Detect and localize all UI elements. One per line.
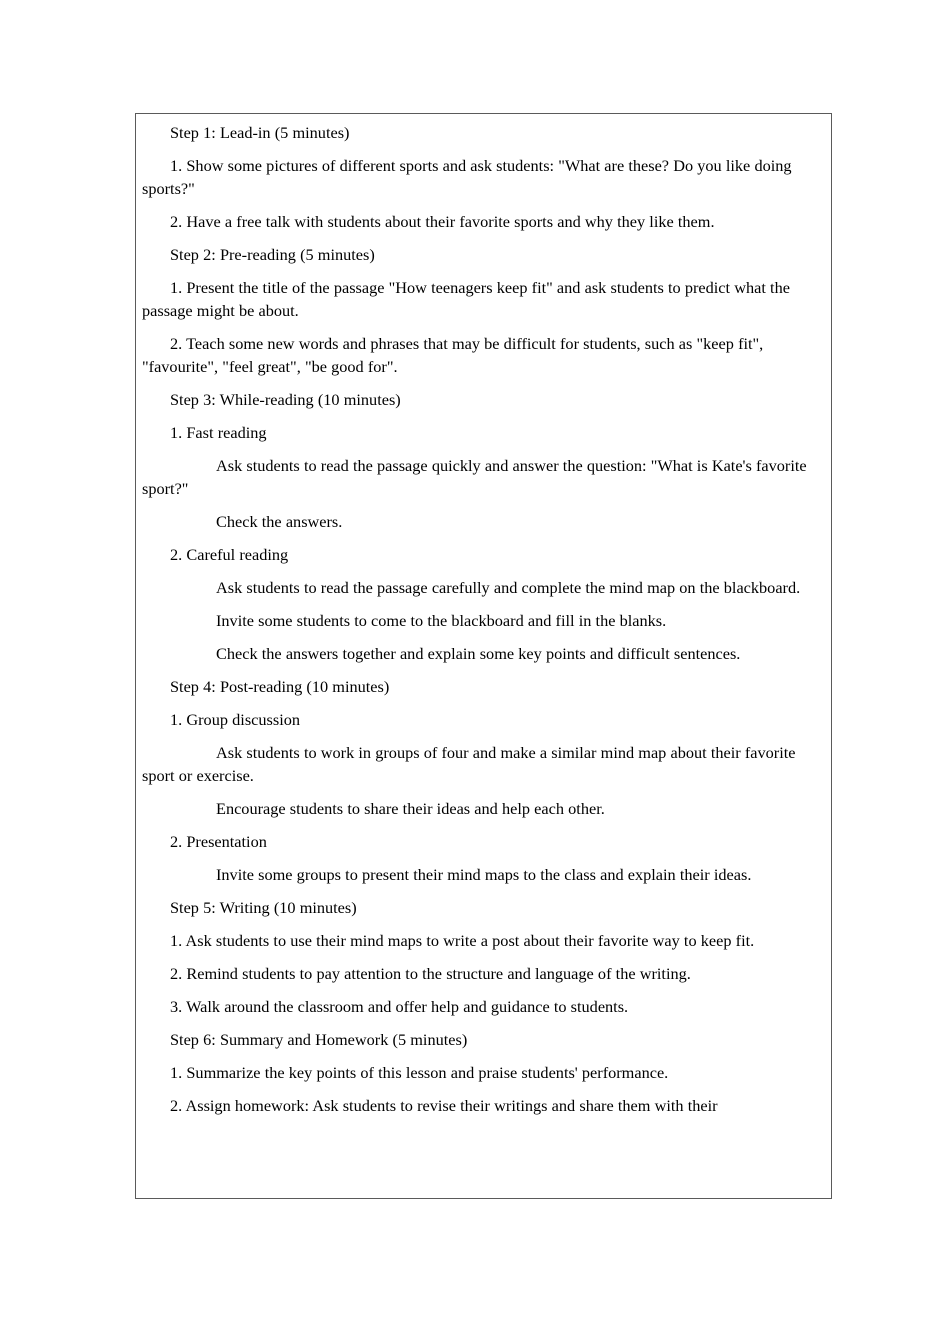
- plan-paragraph: 1. Group discussion: [170, 710, 300, 729]
- plan-paragraph: Invite some groups to present their mind maps to the class and explain their ideas.: [216, 865, 752, 884]
- plan-paragraph: Step 6: Summary and Homework (5 minutes): [170, 1030, 468, 1049]
- plan-paragraph: Step 1: Lead-in (5 minutes): [170, 123, 350, 142]
- lesson-plan-table-cell: [136, 114, 831, 1117]
- plan-paragraph: Step 4: Post-reading (10 minutes): [170, 677, 390, 696]
- plan-paragraph: Check the answers together and explain some key points and difficult sentences.: [216, 644, 741, 663]
- plan-paragraph: 2. Careful reading: [170, 545, 289, 564]
- plan-paragraph: 2. Presentation: [170, 832, 267, 851]
- plan-paragraph: 2. Assign homework: Ask students to revise their writings and share them with their: [170, 1096, 718, 1115]
- plan-paragraph: 1. Fast reading: [170, 423, 267, 442]
- plan-paragraph: Step 2: Pre-reading (5 minutes): [170, 245, 375, 264]
- plan-paragraph: Ask students to read the passage carefully and complete the mind map on the blackboard.: [216, 578, 801, 597]
- plan-paragraph: Step 5: Writing (10 minutes): [170, 898, 357, 917]
- plan-paragraph: 3. Walk around the classroom and offer help and guidance to students.: [170, 997, 629, 1016]
- plan-paragraph: Ask students to read the passage quickly and answer the question: "What is Kate's favorite sport?": [142, 456, 807, 498]
- plan-paragraph: Invite some students to come to the blackboard and fill in the blanks.: [216, 611, 667, 630]
- plan-paragraph: Encourage students to share their ideas and help each other.: [216, 799, 605, 818]
- plan-paragraph: 2. Teach some new words and phrases that may be difficult for students, such as "keep fit", "favourite", "feel great", "be good for".: [142, 334, 764, 376]
- plan-paragraph: Step 3: While-reading (10 minutes): [170, 390, 401, 409]
- plan-paragraph: 1. Present the title of the passage "How teenagers keep fit" and ask students to predict what the passage might be about.: [142, 278, 790, 320]
- plan-paragraph: 2. Have a free talk with students about their favorite sports and why they like them.: [170, 212, 715, 231]
- plan-paragraph: 2. Remind students to pay attention to the structure and language of the writing.: [170, 964, 691, 983]
- plan-paragraph: Check the answers.: [216, 512, 343, 531]
- plan-paragraph: 1. Summarize the key points of this lesson and praise students' performance.: [170, 1063, 669, 1082]
- plan-paragraph: Ask students to work in groups of four and make a similar mind map about their favorite sport or exercise.: [142, 743, 796, 785]
- plan-paragraph: 1. Ask students to use their mind maps to write a post about their favorite way to keep fit.: [170, 931, 755, 950]
- lesson-plan-table: [135, 113, 832, 1199]
- plan-paragraph: 1. Show some pictures of different sports and ask students: "What are these? Do you like doing sports?": [142, 156, 792, 198]
